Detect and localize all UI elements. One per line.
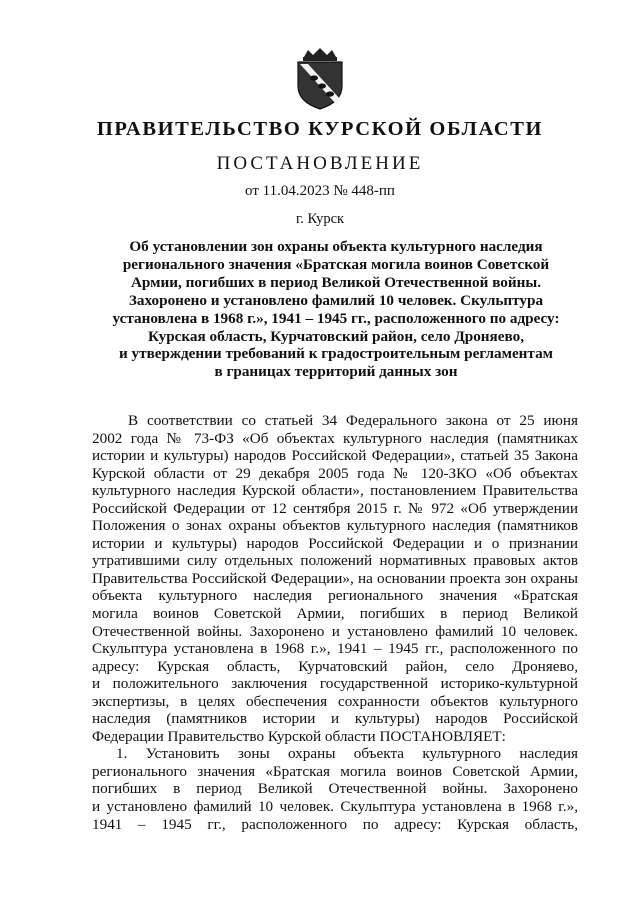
paragraph-line: Отечественной войны. Захоронено и установлено фамилий 10 человек. [92, 622, 578, 640]
paragraph-line: могила воинов Советской Армии, погибших в период Великой [92, 605, 578, 623]
paragraph-line: наследия (памятников истории и культуры) народов Российской [92, 710, 578, 728]
paragraph-line: 2002 года № 73-ФЗ «Об объектах культурного наследия (памятниках [92, 429, 578, 447]
kursk-coat-of-arms-icon [292, 48, 348, 110]
paragraph-line: В соответствии со статьей 34 Федерального закона от 25 июня [128, 412, 578, 429]
paragraph-line: 1941 – 1945 гг., расположенного по адресу: Курская область, [92, 815, 578, 833]
paragraph-line: культурного наследия Курской области», постановлением Правительства [92, 482, 578, 500]
document-heading [96, 238, 576, 381]
paragraph-line: Российской Федерации от 12 сентября 2015 г. № 972 «Об утверждении [92, 499, 578, 517]
heading-line: регионального значения «Братская могила воинов Советской [122, 255, 550, 273]
paragraph-line: истории и культуры) народов Российской Федерации», статьей 35 Закона [92, 447, 578, 465]
heading-line: и утверждении требований к градостроительным регламентам [118, 345, 554, 363]
paragraph-line: Положения о зонах охраны объектов культурного наследия (памятников [92, 517, 578, 535]
paragraph-line: объекта культурного наследия регионального значения «Братская [92, 587, 578, 605]
document-city: г. Курск [295, 211, 345, 227]
paragraph-line: Курской области от 29 декабря 2005 года № 120-ЗКО «Об объектах [92, 464, 578, 482]
paragraph-line: Скульптура установлена в 1968 г.», 1941 – 1945 гг., расположенного по [92, 640, 578, 658]
heading-line: Курская область, Курчатовский район, село Дроняево, [148, 327, 524, 345]
paragraph-line: Федерации Правительство Курской области ПОСТАНОВЛЯЕТ: [92, 727, 506, 745]
heading-line: Захоронено и установлено фамилий 10 человек. Скульптура [128, 291, 544, 309]
paragraph-line: регионального значения «Братская могила воинов Советской Армии, [92, 762, 578, 780]
heading-line: установлена в 1968 г.», 1941 – 1945 гг., расположенного по адресу: [112, 309, 560, 327]
heading-line: Об установлении зон охраны объекта культурного наследия [129, 238, 543, 255]
paragraph-line: экспертизы, в целях обеспечения сохранности объектов культурного [92, 692, 578, 710]
paragraph-line: Правительства Российской Федерации», на основании проекта зон охраны [92, 569, 578, 587]
paragraph-line: погибших в период Великой Отечественной войны. Захоронено [92, 780, 578, 798]
document-type: ПОСТАНОВЛЕНИЕ [216, 153, 424, 174]
government-title: ПРАВИТЕЛЬСТВО КУРСКОЙ ОБЛАСТИ [96, 118, 544, 140]
paragraph-line: 1. Установить зоны охраны объекта культурного наследия [116, 745, 578, 763]
heading-line: в границах территорий данных зон [214, 363, 458, 381]
paragraph-line: и положительного заключения государственной историко-культурной [92, 675, 578, 693]
document-body [92, 412, 578, 833]
paragraph-line: и установлено фамилий 10 человек. Скульптура установлена в 1968 г.», [92, 798, 578, 816]
heading-line: Армии, погибших в период Великой Отечественной войны. [130, 273, 542, 291]
paragraph-line: утратившими силу отдельных положений нормативных правовых актов [92, 552, 578, 570]
paragraph-line: истории и культуры) народов Российской Федерации и о признании [92, 534, 578, 552]
paragraph-line: адресу: Курская область, Курчатовский район, село Дроняево, [92, 657, 578, 675]
document-date-number: от 11.04.2023 № 448-пп [245, 183, 395, 199]
